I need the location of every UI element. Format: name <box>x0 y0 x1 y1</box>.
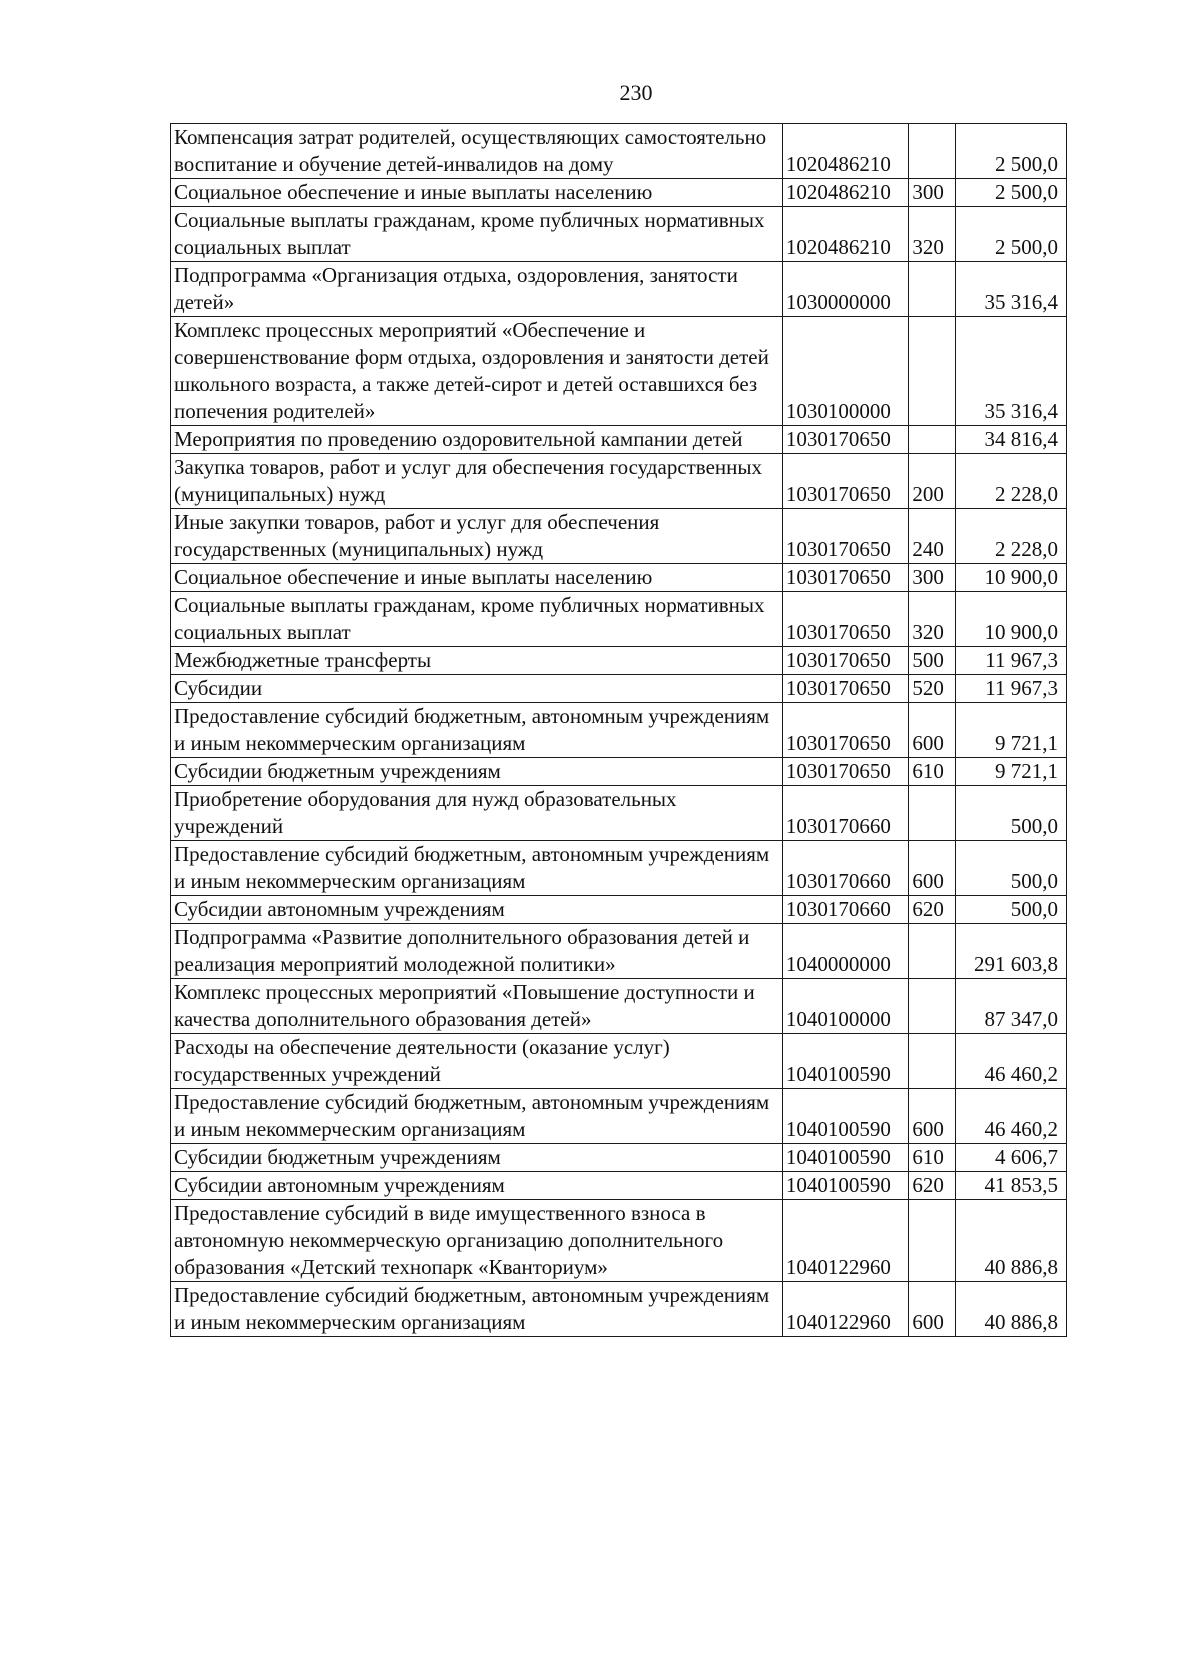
row-amount: 40 886,8 <box>956 1282 1067 1337</box>
row-type: 620 <box>909 896 956 924</box>
row-amount: 2 228,0 <box>956 454 1067 509</box>
row-type: 600 <box>909 703 956 758</box>
row-name: Закупка товаров, работ и услуг для обеспечения государственных (муниципальных) нужд <box>171 454 783 509</box>
row-amount: 2 500,0 <box>956 207 1067 262</box>
row-name: Подпрограмма «Развитие дополнительного образования детей и реализация мероприятий молодежной политики» <box>171 924 783 979</box>
row-name: Субсидии бюджетным учреждениям <box>171 758 783 786</box>
row-code: 1030170650 <box>782 454 909 509</box>
budget-table-body <box>171 124 1067 1337</box>
row-amount: 2 228,0 <box>956 509 1067 564</box>
row-name: Расходы на обеспечение деятельности (оказание услуг) государственных учреждений <box>171 1034 783 1089</box>
row-code: 1030170660 <box>782 896 909 924</box>
row-code: 1040100000 <box>782 979 909 1034</box>
table-row <box>171 675 1067 703</box>
row-name: Предоставление субсидий бюджетным, автономным учреждениям и иным некоммерческим организациям <box>171 841 783 896</box>
row-code: 1020486210 <box>782 207 909 262</box>
table-row <box>171 564 1067 592</box>
table-row <box>171 124 1067 179</box>
row-name: Социальное обеспечение и иные выплаты населению <box>171 564 783 592</box>
row-code: 1030170650 <box>782 592 909 647</box>
row-name: Предоставление субсидий бюджетным, автономным учреждениям и иным некоммерческим организациям <box>171 1089 783 1144</box>
table-row <box>171 786 1067 841</box>
row-code: 1040100590 <box>782 1144 909 1172</box>
row-type <box>909 924 956 979</box>
row-name: Субсидии автономным учреждениям <box>171 1172 783 1200</box>
row-name: Предоставление субсидий бюджетным, автономным учреждениям и иным некоммерческим организациям <box>171 703 783 758</box>
row-code: 1020486210 <box>782 179 909 207</box>
row-type: 300 <box>909 179 956 207</box>
row-type: 500 <box>909 647 956 675</box>
row-name: Комплекс процессных мероприятий «Повышение доступности и качества дополнительного образования детей» <box>171 979 783 1034</box>
table-row <box>171 924 1067 979</box>
row-type: 300 <box>909 564 956 592</box>
row-amount: 10 900,0 <box>956 564 1067 592</box>
row-name: Приобретение оборудования для нужд образовательных учреждений <box>171 786 783 841</box>
row-amount: 11 967,3 <box>956 647 1067 675</box>
row-type <box>909 426 956 454</box>
table-row <box>171 979 1067 1034</box>
table-row <box>171 509 1067 564</box>
table-row <box>171 317 1067 426</box>
row-amount: 4 606,7 <box>956 1144 1067 1172</box>
row-name: Предоставление субсидий бюджетным, автономным учреждениям и иным некоммерческим организациям <box>171 1282 783 1337</box>
table-row <box>171 454 1067 509</box>
row-code: 1030170660 <box>782 841 909 896</box>
row-type: 600 <box>909 1282 956 1337</box>
row-type: 600 <box>909 841 956 896</box>
row-name: Мероприятия по проведению оздоровительной кампании детей <box>171 426 783 454</box>
row-type: 240 <box>909 509 956 564</box>
table-row <box>171 841 1067 896</box>
row-type <box>909 124 956 179</box>
row-code: 1030100000 <box>782 317 909 426</box>
row-amount: 46 460,2 <box>956 1089 1067 1144</box>
table-row <box>171 1034 1067 1089</box>
row-amount: 291 603,8 <box>956 924 1067 979</box>
row-name: Социальное обеспечение и иные выплаты населению <box>171 179 783 207</box>
row-code: 1040100590 <box>782 1172 909 1200</box>
row-amount: 9 721,1 <box>956 703 1067 758</box>
row-name: Межбюджетные трансферты <box>171 647 783 675</box>
row-code: 1040100590 <box>782 1089 909 1144</box>
row-code: 1040000000 <box>782 924 909 979</box>
row-name: Субсидии <box>171 675 783 703</box>
table-row <box>171 1200 1067 1282</box>
row-type: 320 <box>909 592 956 647</box>
table-row <box>171 262 1067 317</box>
table-row <box>171 758 1067 786</box>
row-amount: 500,0 <box>956 786 1067 841</box>
table-row <box>171 1172 1067 1200</box>
row-amount: 40 886,8 <box>956 1200 1067 1282</box>
row-name: Подпрограмма «Организация отдыха, оздоровления, занятости детей» <box>171 262 783 317</box>
row-amount: 2 500,0 <box>956 179 1067 207</box>
row-amount: 500,0 <box>956 896 1067 924</box>
row-type <box>909 786 956 841</box>
row-type <box>909 979 956 1034</box>
row-name: Компенсация затрат родителей, осуществляющих самостоятельно воспитание и обучение детей-инвалидов на дому <box>171 124 783 179</box>
row-code: 1030170650 <box>782 564 909 592</box>
row-type: 320 <box>909 207 956 262</box>
row-code: 1030170650 <box>782 426 909 454</box>
row-type: 610 <box>909 1144 956 1172</box>
row-type <box>909 317 956 426</box>
table-row <box>171 896 1067 924</box>
row-amount: 41 853,5 <box>956 1172 1067 1200</box>
row-amount: 9 721,1 <box>956 758 1067 786</box>
row-name: Субсидии бюджетным учреждениям <box>171 1144 783 1172</box>
row-amount: 500,0 <box>956 841 1067 896</box>
row-name: Комплекс процессных мероприятий «Обеспечение и совершенствование форм отдыха, оздоровления и занятости детей школьного возраста, а также детей-сирот и детей оставшихся без попечения родителей» <box>171 317 783 426</box>
row-code: 1030000000 <box>782 262 909 317</box>
row-name: Предоставление субсидий в виде имущественного взноса в автономную некоммерческую организацию дополнительного образования «Детский технопарк «Кванториум» <box>171 1200 783 1282</box>
row-amount: 35 316,4 <box>956 317 1067 426</box>
page-number: 230 <box>619 80 653 105</box>
table-row <box>171 1089 1067 1144</box>
row-type: 200 <box>909 454 956 509</box>
row-type: 520 <box>909 675 956 703</box>
row-code: 1030170650 <box>782 703 909 758</box>
row-amount: 87 347,0 <box>956 979 1067 1034</box>
row-name: Социальные выплаты гражданам, кроме публичных нормативных социальных выплат <box>171 207 783 262</box>
table-row <box>171 179 1067 207</box>
row-code: 1030170650 <box>782 509 909 564</box>
table-row <box>171 1144 1067 1172</box>
row-code: 1020486210 <box>782 124 909 179</box>
row-code: 1040122960 <box>782 1200 909 1282</box>
table-row <box>171 647 1067 675</box>
row-type: 600 <box>909 1089 956 1144</box>
table-row <box>171 1282 1067 1337</box>
budget-table <box>170 123 1067 1337</box>
row-amount: 34 816,4 <box>956 426 1067 454</box>
row-code: 1030170650 <box>782 758 909 786</box>
row-name: Иные закупки товаров, работ и услуг для обеспечения государственных (муниципальных) нужд <box>171 509 783 564</box>
row-type <box>909 1034 956 1089</box>
row-code: 1040100590 <box>782 1034 909 1089</box>
row-amount: 35 316,4 <box>956 262 1067 317</box>
row-amount: 46 460,2 <box>956 1034 1067 1089</box>
row-type: 610 <box>909 758 956 786</box>
table-row <box>171 426 1067 454</box>
row-code: 1030170650 <box>782 675 909 703</box>
row-code: 1040122960 <box>782 1282 909 1337</box>
row-code: 1030170660 <box>782 786 909 841</box>
row-code: 1030170650 <box>782 647 909 675</box>
row-type <box>909 262 956 317</box>
row-amount: 10 900,0 <box>956 592 1067 647</box>
table-row <box>171 207 1067 262</box>
table-row <box>171 703 1067 758</box>
table-row <box>171 592 1067 647</box>
row-type <box>909 1200 956 1282</box>
row-amount: 2 500,0 <box>956 124 1067 179</box>
row-name: Субсидии автономным учреждениям <box>171 896 783 924</box>
row-name: Социальные выплаты гражданам, кроме публичных нормативных социальных выплат <box>171 592 783 647</box>
row-type: 620 <box>909 1172 956 1200</box>
row-amount: 11 967,3 <box>956 675 1067 703</box>
